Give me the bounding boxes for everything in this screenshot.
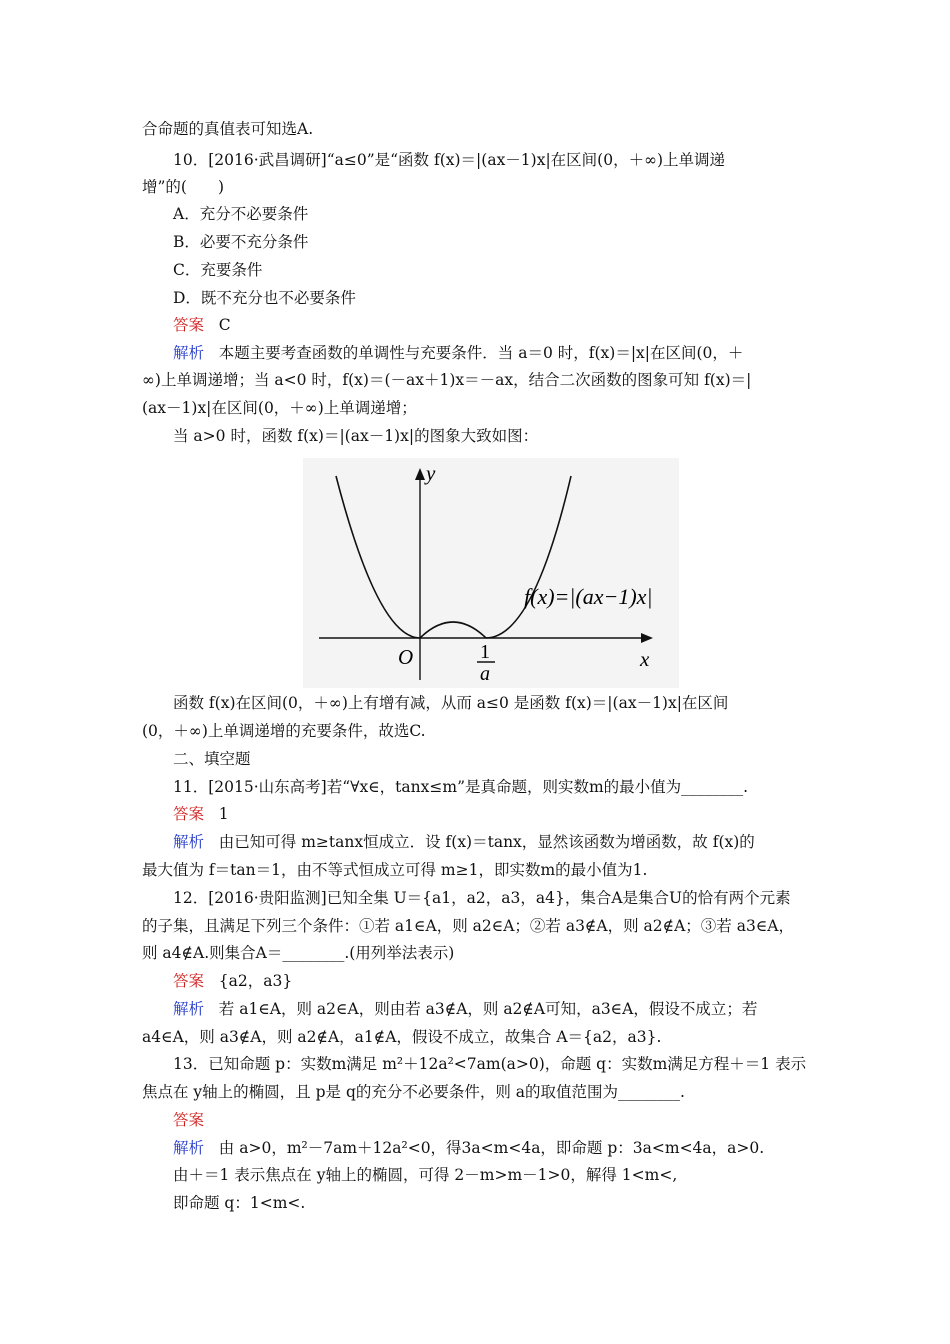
analysis-line <box>173 342 743 364</box>
option-b: B．必要不充分条件 <box>173 233 309 251</box>
analysis-text: 若 a1∈A，则 a2∈A，则由若 a3∉A，则 a2∉A可知，a3∈A，假设不成立；若 <box>218 1000 758 1018</box>
analysis-line <box>173 1137 764 1159</box>
answer-label: 答案 <box>173 1111 205 1129</box>
analysis-text: 由已知可得 m≥tanx恒成立．设 f(x)＝tanx，显然该函数为增函数，故 f(x)的 <box>218 833 755 851</box>
tick-numerator: 1 <box>480 641 490 663</box>
answer-line <box>173 314 231 336</box>
question-11: 11．[2015·山东高考]若“∀x∈，tanx≤m”是真命题，则实数m的最小值为________. <box>173 778 749 796</box>
analysis-label: 解析 <box>173 1000 205 1018</box>
x-axis-label: x <box>640 647 650 671</box>
answer-text: {a2，a3} <box>218 972 293 990</box>
text-line: 即命题 q：1<m<. <box>173 1194 306 1212</box>
section-heading: 二、填空题 <box>173 750 251 768</box>
text-line: a4∈A，则 a3∉A，则 a2∉A，a1∉A，假设不成立，故集合 A＝{a2，a3}. <box>142 1028 662 1046</box>
answer-text: C <box>218 316 231 334</box>
analysis-line <box>173 831 755 853</box>
option-c: C．充要条件 <box>173 261 263 279</box>
text-line: 最大值为 f＝tan＝1，由不等式恒成立可得 m≥1，即实数m的最小值为1. <box>142 861 648 879</box>
analysis-label: 解析 <box>173 1139 205 1157</box>
graph-svg <box>303 458 679 688</box>
answer-line <box>173 1109 204 1131</box>
text-line: 合命题的真值表可知选A. <box>142 120 314 138</box>
answer-label: 答案 <box>173 805 205 823</box>
graph-background <box>303 458 679 688</box>
text-line: ∞)上单调递增；当 a<0 时，f(x)＝(－ax＋1)x＝－ax，结合二次函数的图象可知 f(x)＝| <box>142 371 752 389</box>
curve-label: f(x)=|(ax−1)x| <box>524 584 653 609</box>
text-line: 函数 f(x)在区间(0，＋∞)上有增有减，从而 a≤0 是函数 f(x)＝|(ax－1)x|在区间 <box>173 694 729 712</box>
text-line: 则 a4∉A.则集合A＝________.(用列举法表示) <box>142 944 455 962</box>
analysis-text: 本题主要考查函数的单调性与充要条件．当 a＝0 时，f(x)＝|x|在区间(0，＋ <box>218 344 744 362</box>
analysis-line <box>173 998 757 1020</box>
text-line: 增”的( ) <box>142 178 225 196</box>
option-d: D．既不充分也不必要条件 <box>173 289 356 307</box>
text-line: 的子集，且满足下列三个条件：①若 a1∈A，则 a2∈A；②若 a3∉A，则 a2∉A；③若 a3∈A， <box>142 917 794 935</box>
tick-denominator: a <box>480 663 490 685</box>
answer-label: 答案 <box>173 972 205 990</box>
function-graph <box>303 458 679 688</box>
answer-text: 1 <box>218 805 229 823</box>
option-a: A．充分不必要条件 <box>173 205 309 223</box>
text-line: (0，＋∞)上单调递增的充要条件，故选C. <box>142 722 426 740</box>
analysis-text: 由 a>0，m²－7am＋12a²<0，得3a<m<4a，即命题 p：3a<m<4a，a>0. <box>218 1139 765 1157</box>
answer-line <box>173 970 292 992</box>
analysis-label: 解析 <box>173 344 205 362</box>
question-10: 10．[2016·武昌调研]“a≤0”是“函数 f(x)＝|(ax－1)x|在区间(0，＋∞)上单调递 <box>173 151 726 169</box>
y-axis-label: y <box>426 461 436 485</box>
text-line: 当 a>0 时，函数 f(x)＝|(ax－1)x|的图象大致如图： <box>173 427 539 445</box>
origin-label: O <box>398 645 414 669</box>
question-13: 13．已知命题 p：实数m满足 m²＋12a²<7am(a>0)，命题 q：实数m满足方程＋＝1 表示 <box>173 1055 807 1073</box>
text-line: (ax－1)x|在区间(0，＋∞)上单调递增； <box>142 399 417 417</box>
text-line: 焦点在 y轴上的椭圆，且 p是 q的充分不必要条件，则 a的取值范围为________. <box>142 1083 685 1101</box>
question-12: 12．[2016·贵阳监测]已知全集 U＝{a1，a2，a3，a4}，集合A是集合U的恰有两个元素 <box>173 889 791 907</box>
answer-line <box>173 803 229 825</box>
analysis-label: 解析 <box>173 833 205 851</box>
answer-label: 答案 <box>173 316 205 334</box>
text-line: 由＋＝1 表示焦点在 y轴上的椭圆，可得 2－m>m－1>0，解得 1<m<, <box>173 1166 678 1184</box>
